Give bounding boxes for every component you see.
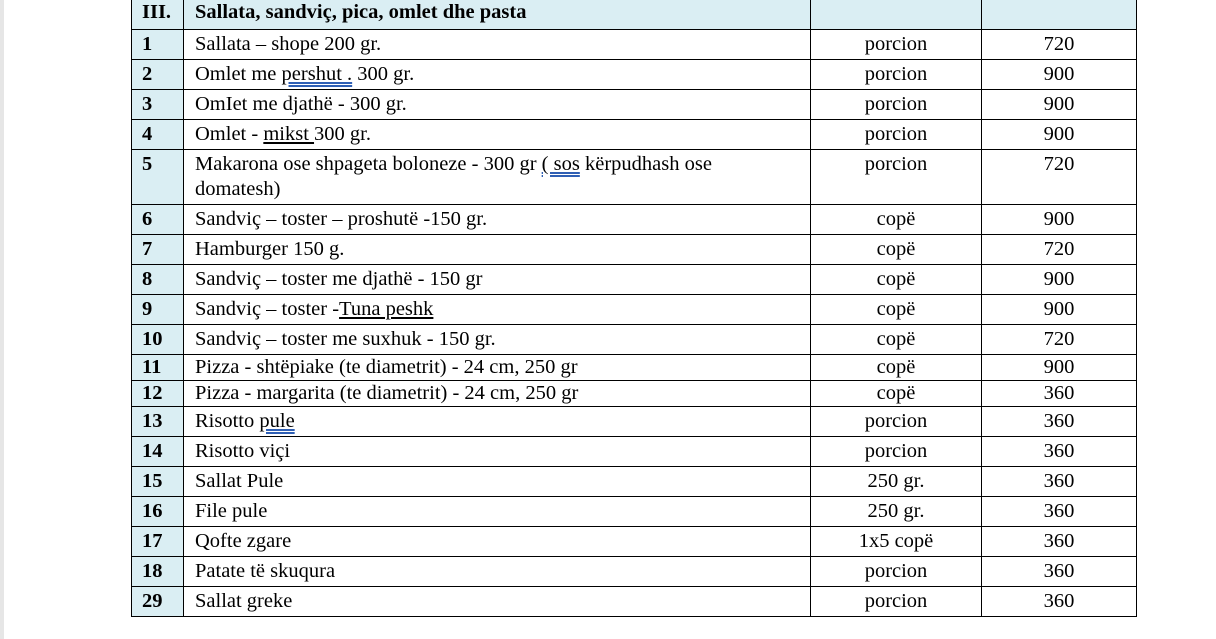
item-price: 900 [982, 90, 1137, 120]
item-name [184, 325, 811, 355]
item-name-text: Sandviç – toster me djathë - 150 gr [195, 268, 483, 290]
item-price: 900 [982, 60, 1137, 90]
row-number: 13 [132, 407, 184, 437]
item-unit: porcion [811, 60, 982, 90]
item-unit: porcion [811, 120, 982, 150]
item-name-text: Qofte zgare [195, 530, 292, 552]
item-name [184, 437, 811, 467]
table-row [132, 30, 1137, 60]
item-price: 360 [982, 381, 1137, 407]
item-name-text: Sandviç – toster – proshutë -150 gr. [195, 208, 488, 230]
row-number: 14 [132, 437, 184, 467]
item-name-text: kërpudhash ose domatesh) [195, 153, 712, 200]
item-price: 360 [982, 467, 1137, 497]
table-row [132, 235, 1137, 265]
row-number: 5 [132, 150, 184, 205]
row-number: 18 [132, 557, 184, 587]
item-price: 720 [982, 325, 1137, 355]
table-row [132, 381, 1137, 407]
item-name-text: OmIet me djathë - 300 gr. [195, 93, 407, 115]
item-name [184, 355, 811, 381]
row-number: 12 [132, 381, 184, 407]
item-name [184, 265, 811, 295]
item-unit: copë [811, 235, 982, 265]
item-price: 360 [982, 557, 1137, 587]
row-number: 7 [132, 235, 184, 265]
item-unit: porcion [811, 437, 982, 467]
item-name-text: Omlet - [195, 123, 264, 145]
item-name-text: Patate të skuqura [195, 560, 336, 582]
row-number: 6 [132, 205, 184, 235]
item-unit: copë [811, 355, 982, 381]
row-number: 8 [132, 265, 184, 295]
row-number: 3 [132, 90, 184, 120]
item-name [184, 467, 811, 497]
row-number: 16 [132, 497, 184, 527]
item-price: 360 [982, 407, 1137, 437]
item-name [184, 557, 811, 587]
item-name-underlined-text: pule [259, 410, 295, 432]
header-empty-cell [982, 0, 1137, 30]
item-price: 900 [982, 120, 1137, 150]
item-unit: porcion [811, 557, 982, 587]
item-unit: 250 gr. [811, 467, 982, 497]
row-number: 1 [132, 30, 184, 60]
section-number: III. [132, 0, 184, 30]
table-row [132, 527, 1137, 557]
item-name-text: 300 gr. [352, 63, 415, 85]
item-name [184, 527, 811, 557]
item-unit: 250 gr. [811, 497, 982, 527]
item-name-text: Makarona ose shpageta boloneze - 300 gr [195, 153, 542, 175]
item-name-underlined-text: Tuna peshk [339, 298, 434, 320]
table-row [132, 497, 1137, 527]
section-header-row [132, 0, 1137, 30]
item-price: 900 [982, 265, 1137, 295]
row-number: 15 [132, 467, 184, 497]
item-name-text: Risotto viçi [195, 440, 291, 462]
item-price: 900 [982, 295, 1137, 325]
item-unit: porcion [811, 150, 982, 205]
table-row [132, 407, 1137, 437]
item-unit: porcion [811, 407, 982, 437]
item-name-underlined-text: pershut . [281, 63, 353, 85]
row-number: 11 [132, 355, 184, 381]
section-title: Sallata, sandviç, pica, omlet dhe pasta [184, 0, 811, 30]
row-number: 2 [132, 60, 184, 90]
table-row [132, 120, 1137, 150]
item-name [184, 60, 811, 90]
item-price: 360 [982, 527, 1137, 557]
table-row [132, 557, 1137, 587]
item-name [184, 30, 811, 60]
row-number: 29 [132, 587, 184, 617]
page-margin [0, 0, 4, 639]
item-name [184, 407, 811, 437]
row-number: 4 [132, 120, 184, 150]
item-unit: copë [811, 325, 982, 355]
item-name-underlined-text: mikst [263, 123, 315, 145]
item-unit: copë [811, 265, 982, 295]
table-row [132, 325, 1137, 355]
row-number: 9 [132, 295, 184, 325]
item-unit: copë [811, 295, 982, 325]
item-name-text: Sallat greke [195, 590, 293, 612]
header-empty-cell [811, 0, 982, 30]
item-name [184, 497, 811, 527]
item-unit: copë [811, 381, 982, 407]
item-name [184, 587, 811, 617]
table-row [132, 265, 1137, 295]
item-name [184, 295, 811, 325]
row-number: 17 [132, 527, 184, 557]
item-price: 360 [982, 437, 1137, 467]
table-row [132, 60, 1137, 90]
item-price: 360 [982, 497, 1137, 527]
item-name [184, 150, 811, 205]
table-row [132, 90, 1137, 120]
item-name-text: Sallat Pule [195, 470, 284, 492]
table-row [132, 295, 1137, 325]
item-name [184, 120, 811, 150]
row-number: 10 [132, 325, 184, 355]
table-row [132, 355, 1137, 381]
item-unit: copë [811, 205, 982, 235]
item-unit: porcion [811, 90, 982, 120]
item-price: 720 [982, 30, 1137, 60]
table-row [132, 205, 1137, 235]
table-row [132, 150, 1137, 205]
item-name-underlined-text: ( sos [541, 153, 580, 175]
item-name [184, 381, 811, 407]
item-unit: 1x5 copë [811, 527, 982, 557]
item-price: 720 [982, 235, 1137, 265]
table-row [132, 467, 1137, 497]
item-price: 360 [982, 587, 1137, 617]
item-name-text: Sandviç – toster me suxhuk - 150 gr. [195, 328, 496, 350]
item-price: 900 [982, 355, 1137, 381]
item-name [184, 205, 811, 235]
item-name-text: Omlet me [195, 63, 282, 85]
item-name-text: 300 gr. [314, 123, 371, 145]
item-name [184, 90, 811, 120]
item-name-text: Hamburger 150 g. [195, 238, 345, 260]
table-row [132, 437, 1137, 467]
item-name-text: Risotto [195, 410, 260, 432]
item-name-text: File pule [195, 500, 268, 522]
item-unit: porcion [811, 30, 982, 60]
item-price: 900 [982, 205, 1137, 235]
item-price: 720 [982, 150, 1137, 205]
table-row [132, 587, 1137, 617]
item-name-text: Pizza - shtëpiake (te diametrit) - 24 cm, 250 gr [195, 356, 578, 378]
item-unit: porcion [811, 587, 982, 617]
item-name [184, 235, 811, 265]
price-table [131, 0, 1137, 617]
item-name-text: Pizza - margarita (te diametrit) - 24 cm, 250 gr [195, 382, 579, 404]
item-name-text: Sallata – shope 200 gr. [195, 33, 382, 55]
item-name-text: Sandviç – toster - [195, 298, 340, 320]
